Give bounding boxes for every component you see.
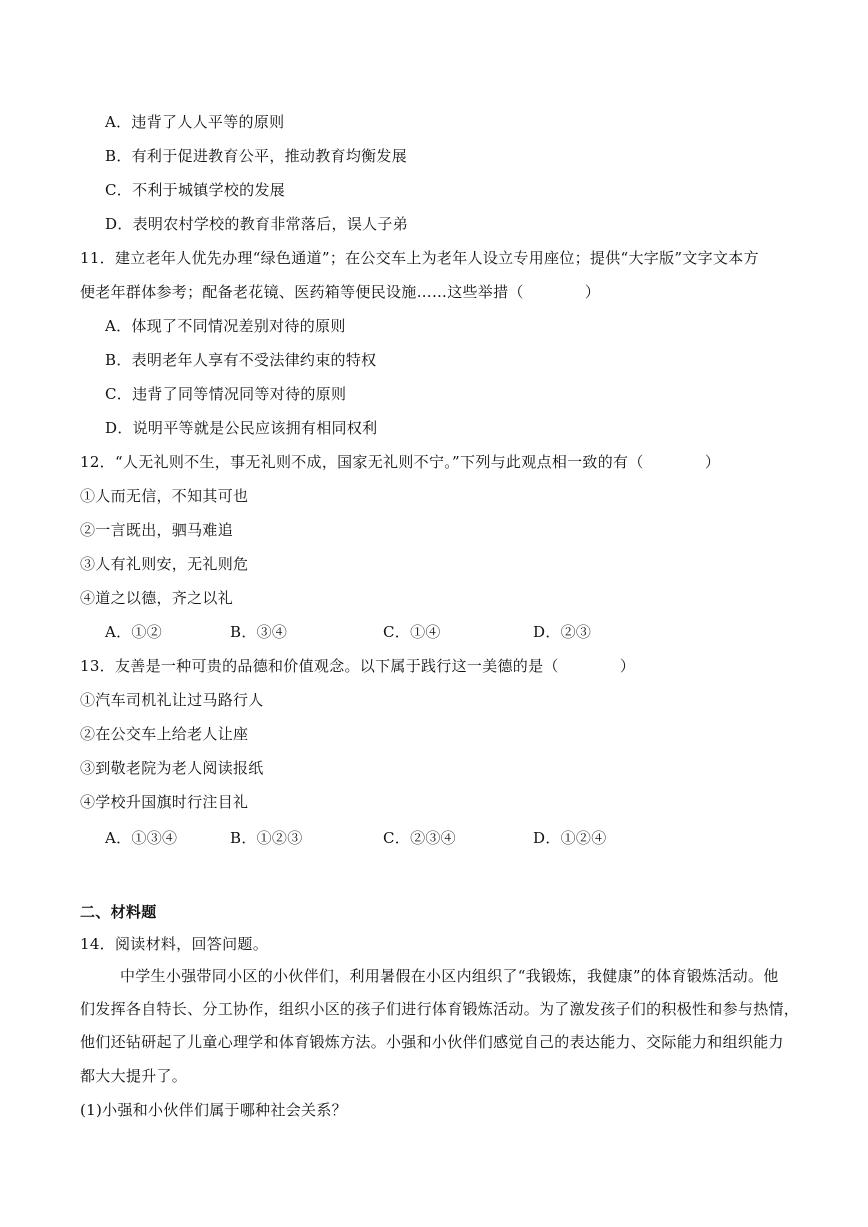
- q12-item-4: ④道之以德，齐之以礼: [80, 589, 234, 607]
- q13-choice-b: B．①②③: [230, 829, 303, 847]
- q11-option-a: A．体现了不同情况差别对待的原则: [105, 317, 346, 335]
- q11-option-b: B．表明老年人享有不受法律约束的特权: [105, 351, 377, 369]
- q14-subquestion-1: (1)小强和小伙伴们属于哪种社会关系？: [80, 1101, 347, 1119]
- q13-choice-d: D．①②④: [533, 829, 607, 847]
- q12-choice-d: D．②③: [533, 623, 592, 641]
- q12-item-3: ③人有礼则安，无礼则危: [80, 555, 249, 573]
- q13-item-3: ③到敬老院为老人阅读报纸: [80, 759, 264, 777]
- q12-choice-a: A．①②: [105, 623, 163, 641]
- q10-option-b: B．有利于促进教育公平，推动教育均衡发展: [105, 147, 408, 165]
- q12-choice-c: C．①④: [383, 623, 441, 641]
- q14-material-line1: 中学生小强带同小区的小伙伴们，利用暑假在小区内组织了“我锻炼，我健康”的体育锻炼活动。他: [120, 967, 779, 985]
- q14-material-line3: 他们还钻研起了儿童心理学和体育锻炼方法。小强和小伙伴们感觉自己的表达能力、交际能力和组织能力: [80, 1033, 784, 1051]
- section-heading: 二、材料题: [80, 903, 157, 921]
- q12-stem: 12．“人无礼则不生，事无礼则不成，国家无礼则不宁。”下列与此观点相一致的有（ ）: [80, 453, 721, 471]
- q11-option-d: D．说明平等就是公民应该拥有相同权利: [105, 419, 378, 437]
- q11-stem-line1: 11．建立老年人优先办理“绿色通道”；在公交车上为老年人设立专用座位；提供“大字版”文字文本方: [80, 249, 759, 267]
- q13-stem: 13．友善是一种可贵的品德和价值观念。以下属于践行这一美德的是（ ）: [80, 657, 636, 675]
- q11-option-c: C．违背了同等情况同等对待的原则: [105, 385, 347, 403]
- q13-choice-c: C．②③④: [383, 829, 456, 847]
- q14-stem: 14．阅读材料，回答问题。: [80, 935, 268, 953]
- q12-item-2: ②一言既出，驷马难追: [80, 521, 234, 539]
- q12-choices-row: [0, 622, 868, 642]
- q11-stem-line2: 便老年群体参考；配备老花镜、医药箱等便民设施……这些举措（ ）: [80, 283, 601, 301]
- q13-choices-row: [0, 828, 868, 848]
- q12-choice-b: B．③④: [230, 623, 288, 641]
- q13-item-1: ①汽车司机礼让过马路行人: [80, 691, 264, 709]
- q13-item-4: ④学校升国旗时行注目礼: [80, 793, 249, 811]
- q12-item-1: ①人而无信，不知其可也: [80, 487, 249, 505]
- q10-option-c: C．不利于城镇学校的发展: [105, 181, 286, 199]
- q14-material-line2: 们发挥各自特长、分工协作，组织小区的孩子们进行体育锻炼活动。为了激发孩子们的积极性和参与热情，: [80, 1000, 800, 1018]
- q13-item-2: ②在公交车上给老人让座: [80, 725, 249, 743]
- q10-option-d: D．表明农村学校的教育非常落后，误人子弟: [105, 215, 409, 233]
- q10-option-a: A．违背了人人平等的原则: [105, 113, 285, 131]
- q14-material-line4: 都大大提升了。: [80, 1067, 188, 1085]
- q13-choice-a: A．①③④: [105, 829, 178, 847]
